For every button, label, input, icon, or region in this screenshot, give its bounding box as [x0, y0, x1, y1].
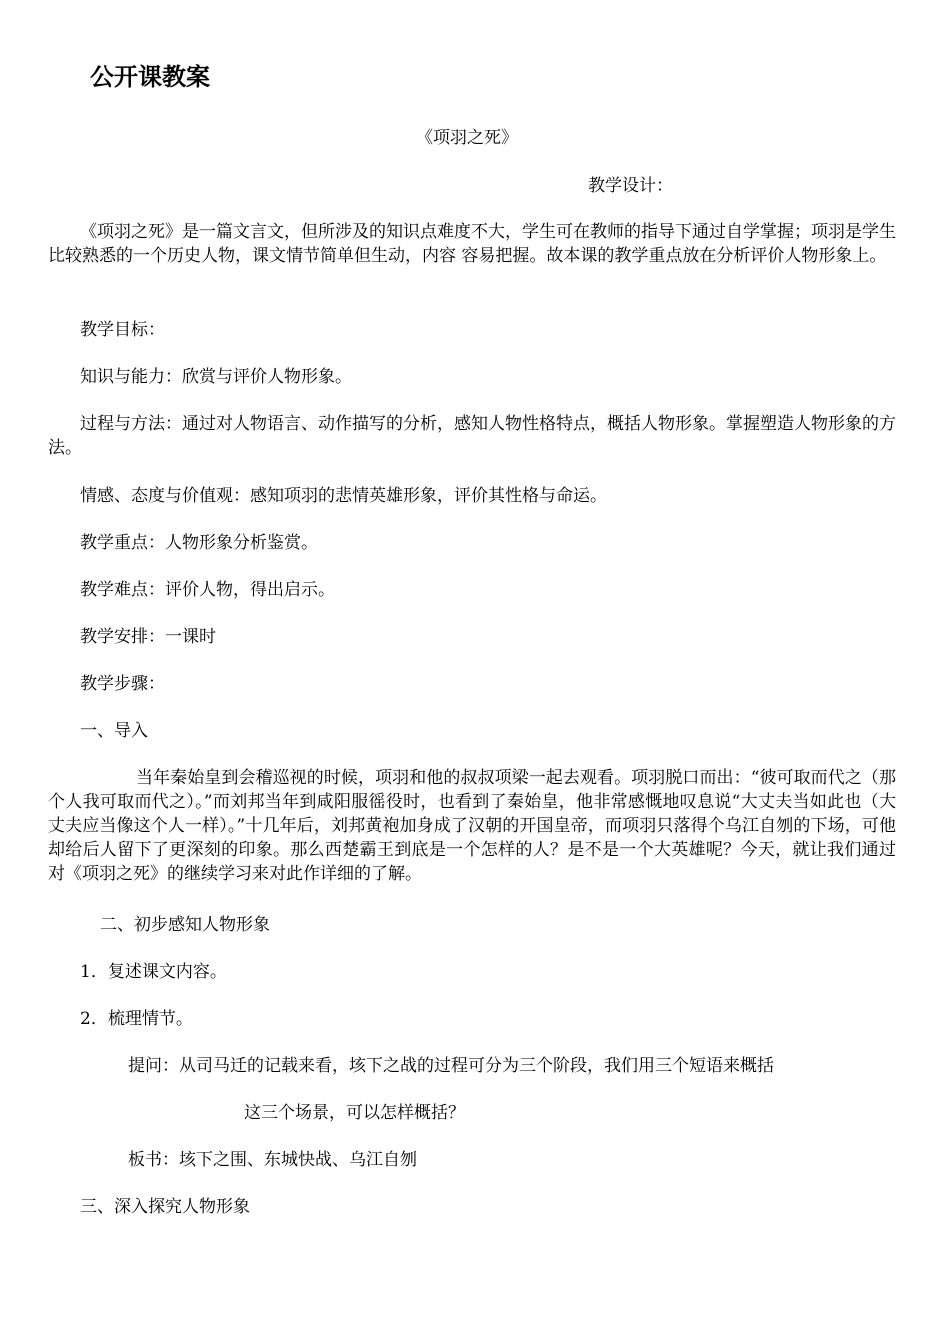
lesson-title: 《项羽之死》 — [416, 128, 518, 148]
step1-title: 一、导入 — [80, 721, 148, 741]
question-line-2: 这三个场景，可以怎样概括？ — [244, 1103, 465, 1123]
goal-emotion: 情感、态度与价值观：感知项羽的悲情英雄形象，评价其性格与命运。 — [80, 486, 607, 506]
question-line-1: 提问：从司马迁的记载来看，垓下之战的过程可分为三个阶段，我们用三个短语来概括 — [128, 1056, 774, 1076]
goal-knowledge: 知识与能力：欣赏与评价人物形象。 — [80, 367, 352, 387]
step2-item-2: 2．梳理情节。 — [80, 1009, 193, 1029]
steps-label: 教学步骤： — [80, 674, 165, 694]
step3-title: 三、深入探究人物形象 — [80, 1197, 250, 1217]
step1-paragraph: 当年秦始皇到会稽巡视的时候，项羽和他的叔叔项梁一起去观看。项羽脱口而出：“彼可取而代之（那个人我可取而代之）。”而刘邦当年到咸阳服徭役时，也看到了秦始皇，他非常感慨地叹息说“大丈夫当如此也（大丈夫应当像这个人一样）。”十几年后，刘邦黄袍加身成了汉朝的开国皇帝，而项羽只落得个乌江自刎的下场，可他却给后人留下了更深刻的印象。那么西楚霸王到底是一个怎样的人？是不是一个大英雄呢？今天，就让我们通过对《项羽之死》的继续学习来对此作详细的了解。 — [48, 768, 896, 884]
difficulty: 教学难点：评价人物，得出启示。 — [80, 580, 335, 600]
design-label: 教学设计： — [588, 176, 673, 196]
arrangement: 教学安排：一课时 — [80, 627, 216, 647]
goals-label: 教学目标： — [80, 320, 165, 340]
blackboard-notes: 板书：垓下之围、东城快战、乌江自刎 — [128, 1150, 417, 1170]
goal-process: 过程与方法：通过对人物语言、动作描写的分析，感知人物性格特点，概括人物形象。掌握塑造人物形象的方法。 — [48, 414, 896, 458]
intro-paragraph: 《项羽之死》是一篇文言文，但所涉及的知识点难度不大，学生可在教师的指导下通过自学掌握；项羽是学生比较熟悉的一个历史人物，课文情节简单但生动，内容 容易把握。故本课的教学重点放在分析评价人物形象上。 — [48, 222, 896, 266]
step2-item-1: 1．复述课文内容。 — [80, 962, 227, 982]
key-point: 教学重点：人物形象分析鉴赏。 — [80, 533, 318, 553]
document-heading: 公开课教案 — [90, 63, 210, 91]
step2-title: 二、初步感知人物形象 — [100, 915, 270, 935]
